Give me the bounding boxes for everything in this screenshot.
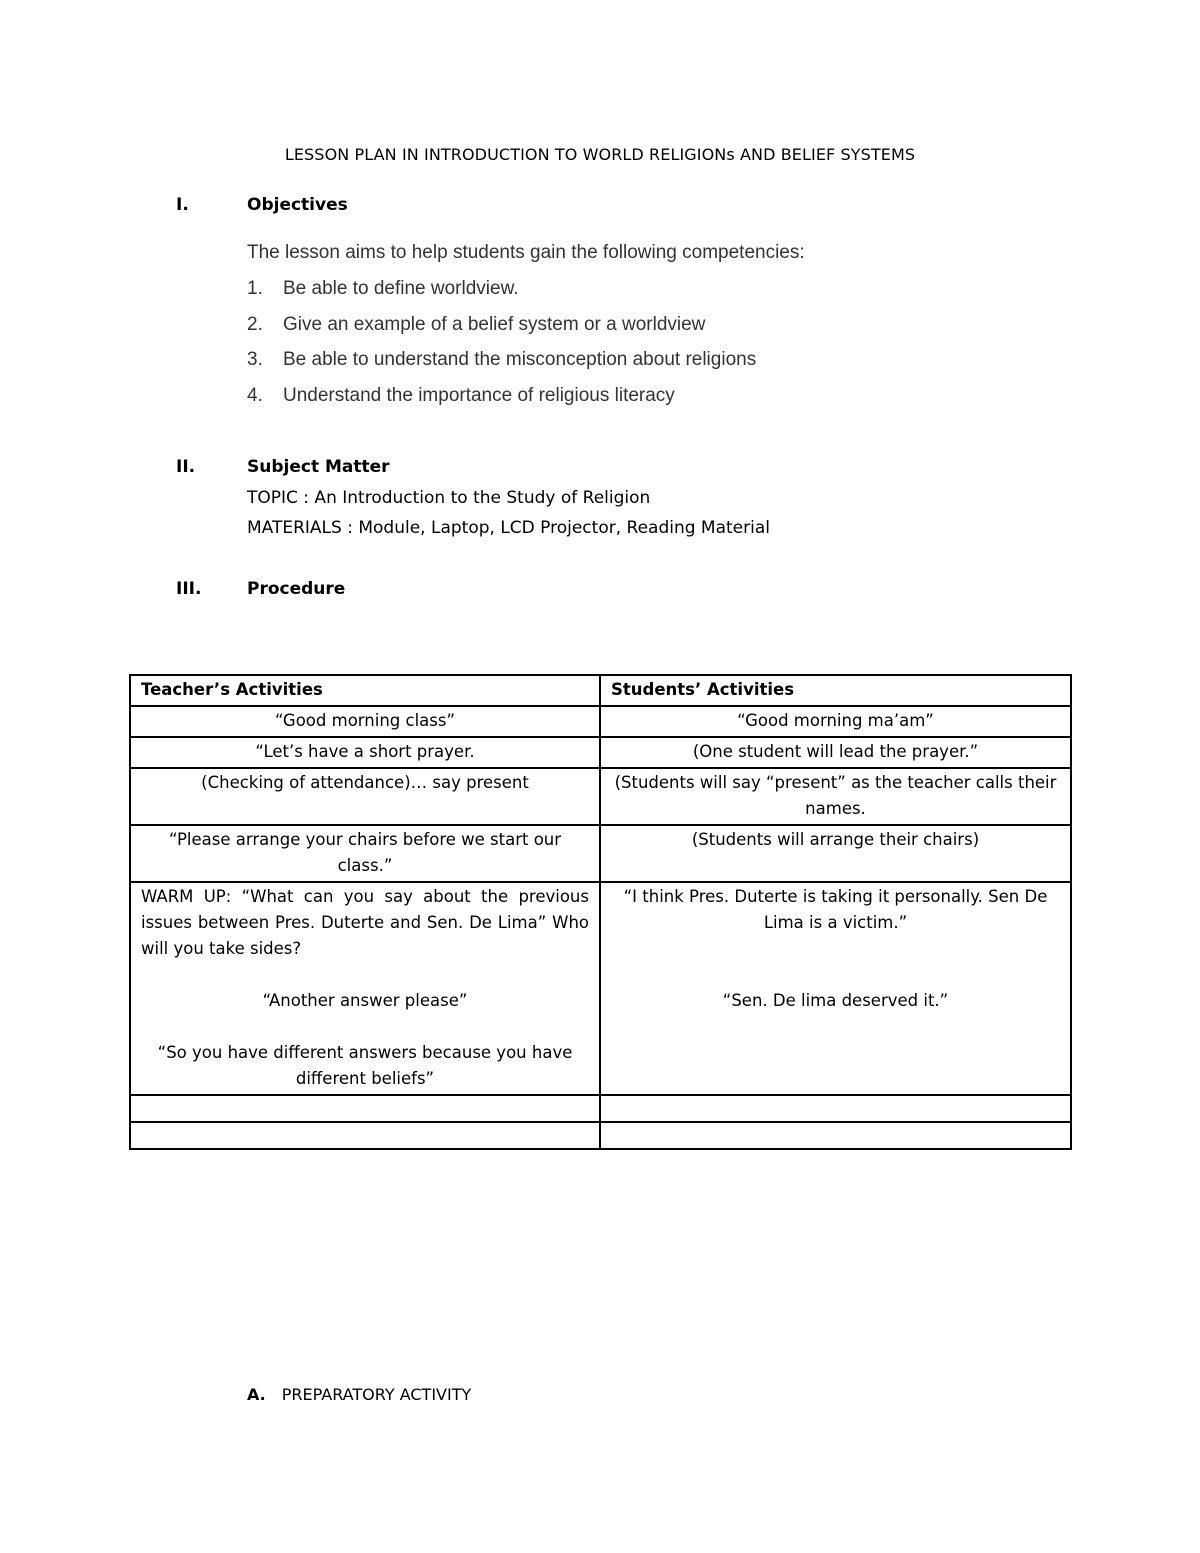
preparatory-letter: A.: [247, 1385, 266, 1404]
warmup-teacher-cell: [130, 882, 600, 1095]
objective-text: Give an example of a belief system or a worldview: [283, 313, 706, 335]
student-cell-empty: [600, 1095, 1071, 1122]
subject-materials: MATERIALS : Module, Laptop, LCD Projector, Reading Material: [247, 518, 770, 538]
table-header-row: [130, 675, 1071, 706]
objective-number: 3.: [247, 349, 263, 370]
preparatory-activity-heading: [247, 1385, 471, 1404]
section-heading-subject-matter: Subject Matter: [247, 457, 390, 477]
table-row: [130, 825, 1071, 882]
student-cell: (One student will lead the prayer.”: [600, 737, 1071, 768]
teacher-cell: “Good morning class”: [130, 706, 600, 737]
section-number-objectives: I.: [176, 195, 189, 215]
objective-text: Understand the importance of religious literacy: [283, 384, 675, 406]
subject-topic: TOPIC : An Introduction to the Study of Religion: [247, 488, 651, 508]
section-heading-objectives: Objectives: [247, 195, 348, 215]
warmup-conclusion: “So you have different answers because you have different beliefs”: [157, 1043, 573, 1088]
header-students-activities: Students’ Activities: [600, 675, 1071, 706]
warmup-question: WARM UP: “What can you say about the previous issues between Pres. Duterte and Sen. De Lima” Who will you take sides?: [141, 887, 589, 958]
warmup-student-cell: [600, 882, 1071, 1095]
student-cell: (Students will say “present” as the teacher calls their names.: [600, 768, 1071, 825]
table-row-empty: [130, 1122, 1071, 1149]
objective-text: Be able to define worldview.: [283, 278, 519, 299]
document-title: LESSON PLAN IN INTRODUCTION TO WORLD RELIGIONs AND BELIEF SYSTEMS: [284, 145, 916, 164]
procedure-table: [129, 674, 1072, 1150]
objective-number: 2.: [247, 313, 263, 335]
preparatory-label: PREPARATORY ACTIVITY: [281, 1385, 472, 1404]
table-row: [130, 706, 1071, 737]
warmup-answer-1: “I think Pres. Duterte is taking it personally. Sen De Lima is a victim.”: [623, 887, 1048, 932]
warmup-followup: “Another answer please”: [262, 991, 468, 1010]
teacher-cell-empty: [130, 1122, 600, 1149]
teacher-cell-empty: [130, 1095, 600, 1122]
teacher-cell: (Checking of attendance)… say present: [130, 768, 600, 825]
student-cell: (Students will arrange their chairs): [600, 825, 1071, 882]
student-cell: “Good morning ma’am”: [600, 706, 1071, 737]
teacher-cell: “Let’s have a short prayer.: [130, 737, 600, 768]
table-row: [130, 737, 1071, 768]
objective-text: Be able to understand the misconception about religions: [283, 349, 757, 370]
section-number-subject-matter: II.: [176, 457, 196, 477]
section-heading-procedure: Procedure: [247, 579, 346, 599]
teacher-cell: “Please arrange your chairs before we start our class.”: [130, 825, 600, 882]
objective-number: 1.: [247, 278, 263, 299]
section-number-procedure: III.: [176, 579, 202, 599]
table-row: [130, 768, 1071, 825]
objectives-intro: The lesson aims to help students gain the following competencies:: [247, 242, 805, 263]
warmup-row: [130, 882, 1071, 1095]
objective-number: 4.: [247, 384, 263, 406]
header-teacher-activities: Teacher’s Activities: [130, 675, 600, 706]
warmup-answer-2: “Sen. De lima deserved it.”: [722, 991, 949, 1010]
student-cell-empty: [600, 1122, 1071, 1149]
table-row-empty: [130, 1095, 1071, 1122]
